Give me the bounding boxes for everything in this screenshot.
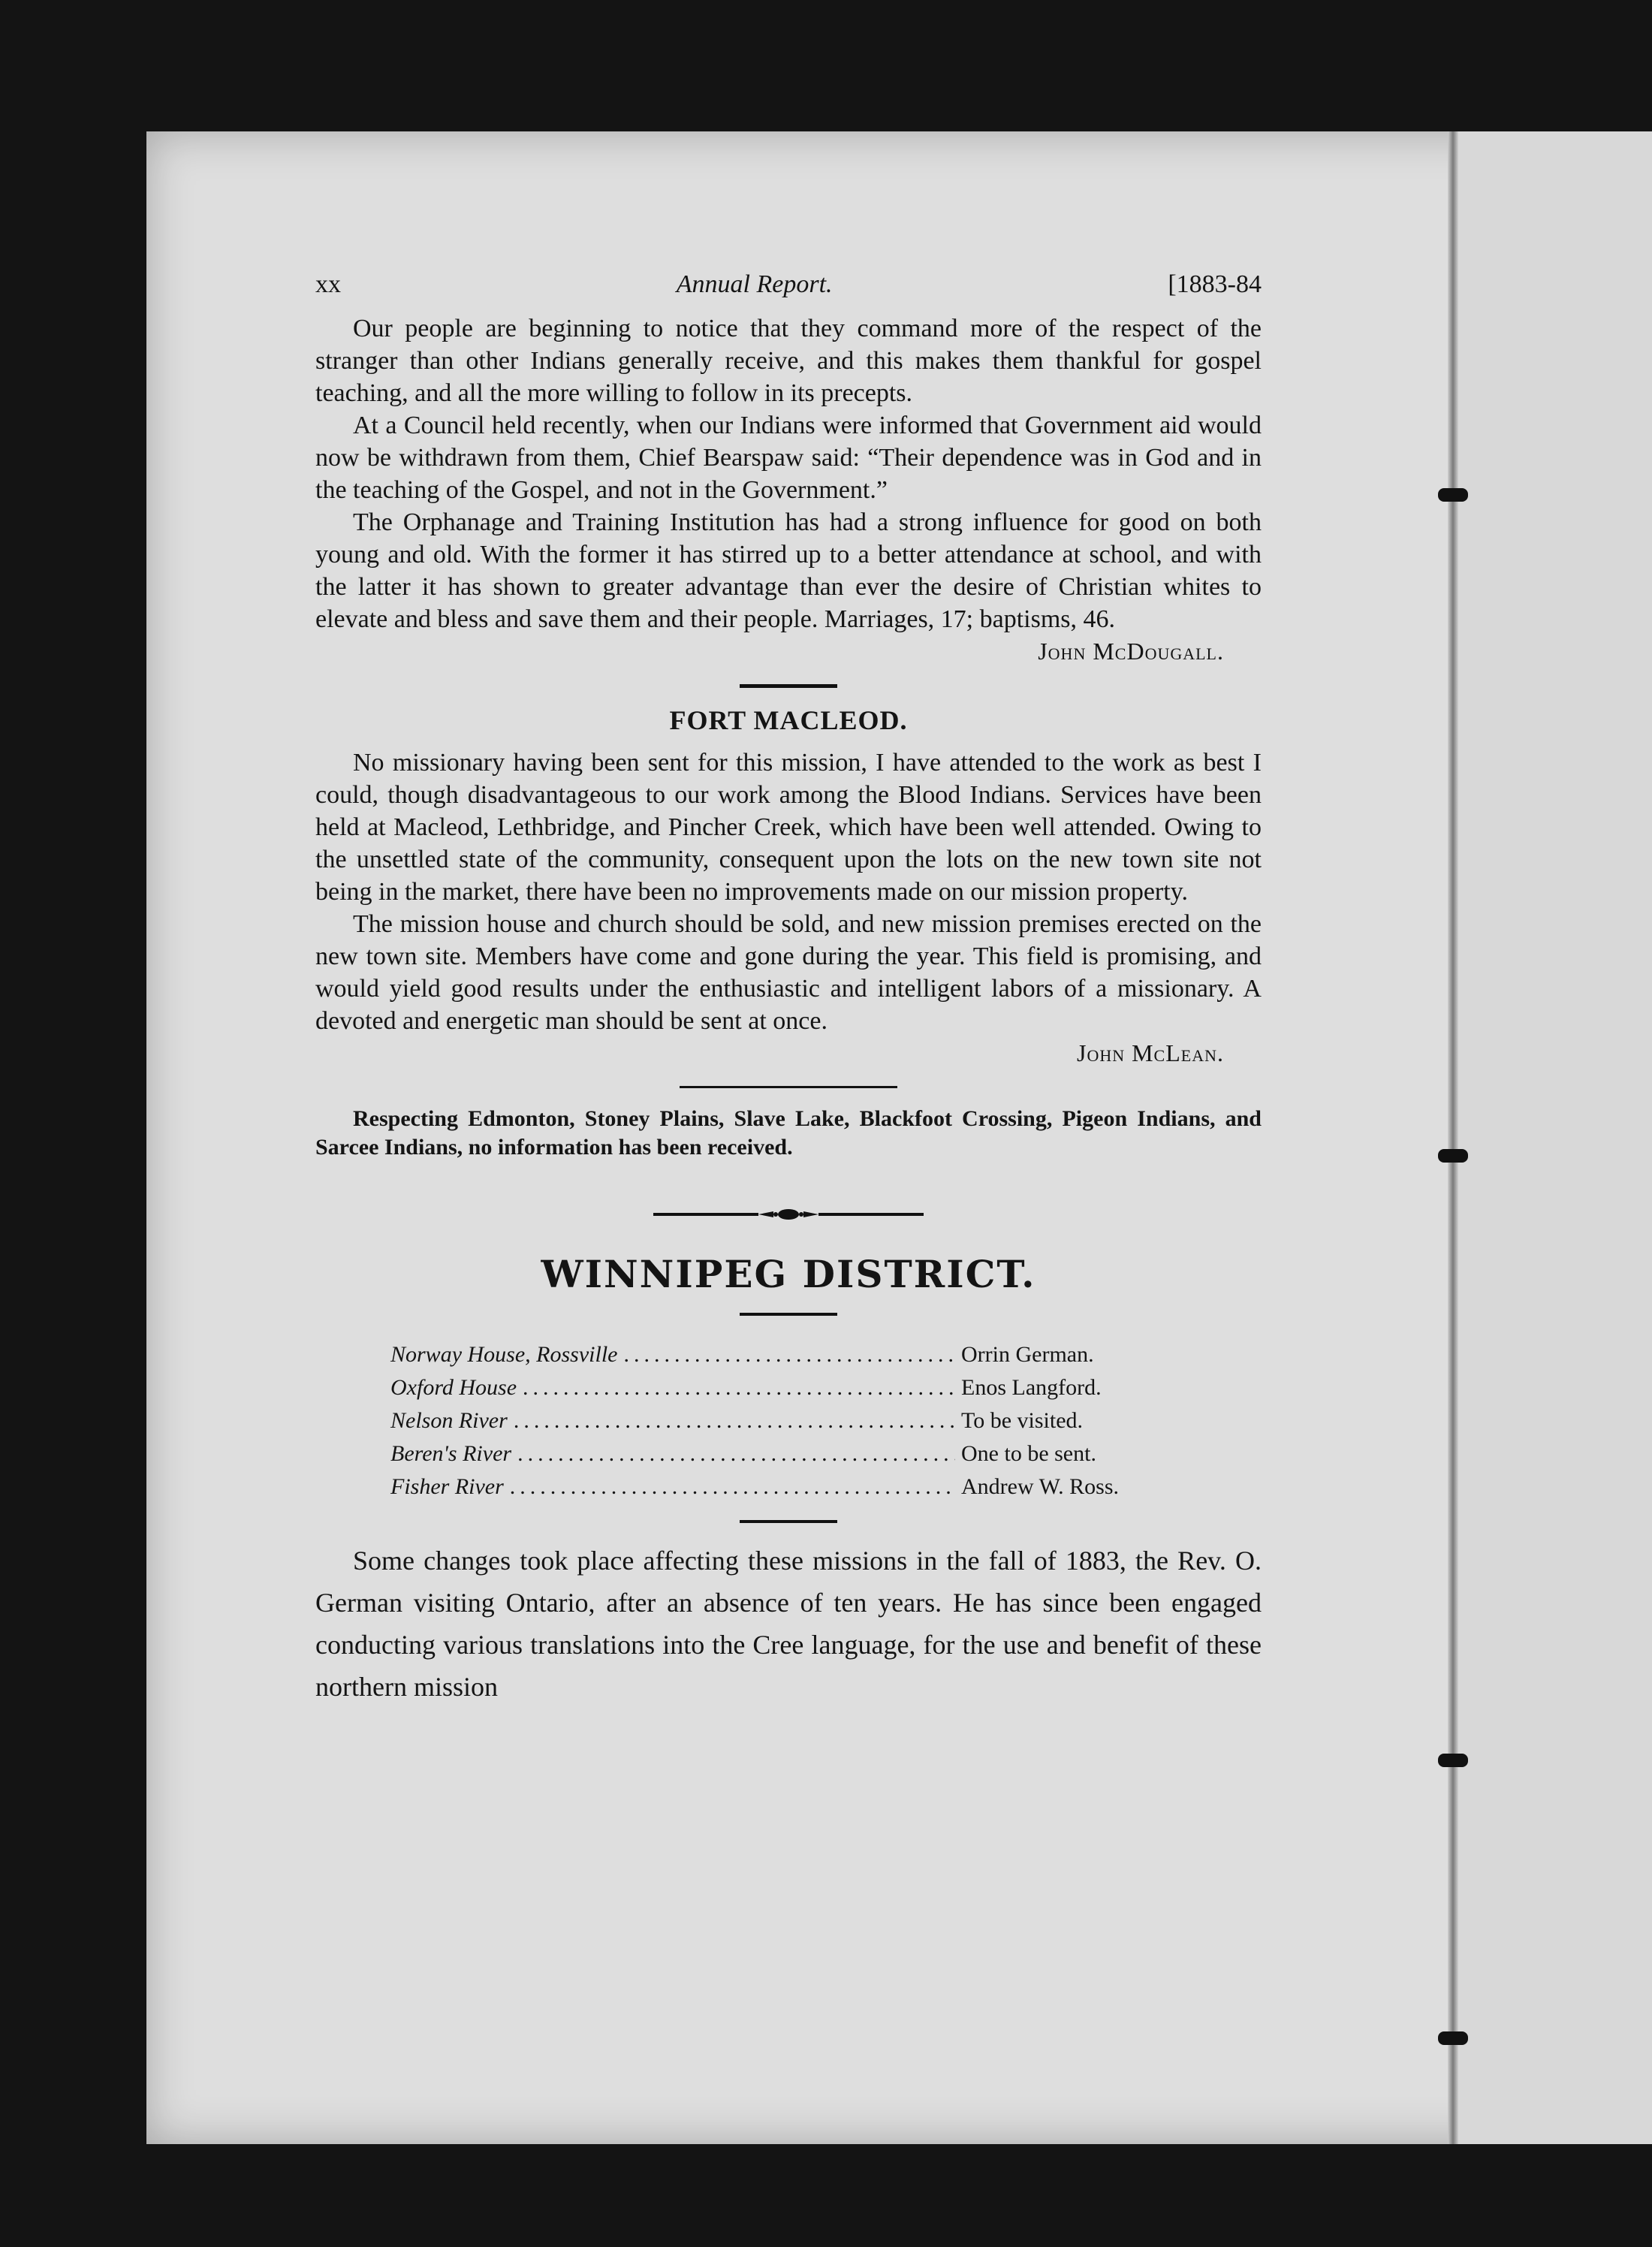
list-item [390, 1404, 1186, 1437]
no-information-notice: Respecting Edmonton, Stoney Plains, Slave Lake, Blackfoot Crossing, Pigeon Indians, and Sarcee Indians, no information has been received. [315, 1106, 1262, 1160]
missionary-name: Enos Langford. [961, 1375, 1102, 1400]
leader-dots [517, 1437, 955, 1470]
section-divider [740, 684, 837, 688]
missionary-name: To be visited. [961, 1408, 1084, 1433]
ornamental-divider [315, 1207, 1262, 1222]
list-item [390, 1338, 1186, 1371]
mcdougall-report [315, 312, 1262, 668]
leader-dots [514, 1404, 955, 1437]
missionary-name: Orrin German. [961, 1342, 1094, 1367]
section-divider [680, 1086, 897, 1088]
section-heading: FORT MACLEOD. [669, 705, 908, 735]
paragraph: Our people are beginning to notice that they command more of the respect of the stranger than other Indians generally receive, and this makes them thankful for gospel teaching, and all the more willing to follow in its precepts. [315, 315, 1262, 407]
section-divider [740, 1313, 837, 1316]
running-header [315, 270, 1262, 299]
station-list [390, 1338, 1186, 1504]
page-number: xx [315, 270, 341, 298]
paragraph: At a Council held recently, when our Indians were informed that Government aid would now be withdrawn from them, Chief Bearspaw said: “Their dependence was in God and in the teaching of the Gospel, and not in the Government.” [315, 412, 1262, 504]
missionary-name: Andrew W. Ross. [961, 1474, 1120, 1499]
adjacent-page-edge [1458, 131, 1652, 2144]
running-title: Annual Report. [676, 270, 833, 298]
missionary-name: One to be sent. [961, 1441, 1096, 1466]
paragraph: No missionary having been sent for this mission, I have attended to the work as best I could, though disadvantageous to our work among the Blood Indians. Services have been held at Macleod, Lethbridge, and Pincher Creek, which have been well attended. Owing to the unsettled state of the community, consequent upon the lots on the new town site not being in the market, there have been no improvements made on our mission property. [315, 749, 1262, 906]
report-year: [1883-84 [1168, 270, 1262, 298]
section-divider [740, 1520, 837, 1523]
district-heading: WINNIPEG DISTRICT. [541, 1252, 1036, 1296]
station-name: Norway House, Rossville [390, 1342, 618, 1367]
binding-stitch [1438, 2031, 1468, 2045]
station-name: Fisher River [390, 1474, 504, 1499]
winnipeg-report [315, 1540, 1262, 1708]
leader-dots [510, 1470, 955, 1504]
paragraph: The Orphanage and Training Institution has had a strong influence for good on both young and old. With the former it has stirred up to a better attendance at school, and with the latter it has shown to greater advantage than ever the desire of Christian whites to elevate and bless and save them and their people. Marriages, 17; baptisms, 46. [315, 508, 1262, 633]
leader-dots [523, 1371, 955, 1404]
paragraph: The mission house and church should be sold, and new mission premises erected on the new town site. Members have come and gone during the year. This field is promising, and would yield good results under the enthusiastic and intelligent labors of a missionary. A devoted and energetic man should be sent at once. [315, 910, 1262, 1035]
ornament-icon [653, 1207, 924, 1222]
leader-dots [623, 1338, 955, 1371]
station-name: Nelson River [390, 1408, 508, 1433]
page-content [315, 270, 1262, 1708]
binding-gutter [1448, 131, 1458, 2144]
station-name: Beren's River [390, 1441, 512, 1466]
signature: John McDougall. [1038, 638, 1224, 665]
list-item [390, 1437, 1186, 1470]
fort-macleod-report [315, 746, 1262, 1069]
signature: John McLean. [1076, 1039, 1224, 1066]
binding-stitch [1438, 488, 1468, 502]
list-item [390, 1470, 1186, 1504]
list-item [390, 1371, 1186, 1404]
station-name: Oxford House [390, 1375, 517, 1400]
binding-stitch [1438, 1754, 1468, 1767]
binding-stitch [1438, 1149, 1468, 1163]
paragraph: Some changes took place affecting these missions in the fall of 1883, the Rev. O. German visiting Ontario, after an absence of ten years. He has since been engaged conducting various translations into the Cree language, for the use and benefit of these northern mission [315, 1546, 1262, 1702]
